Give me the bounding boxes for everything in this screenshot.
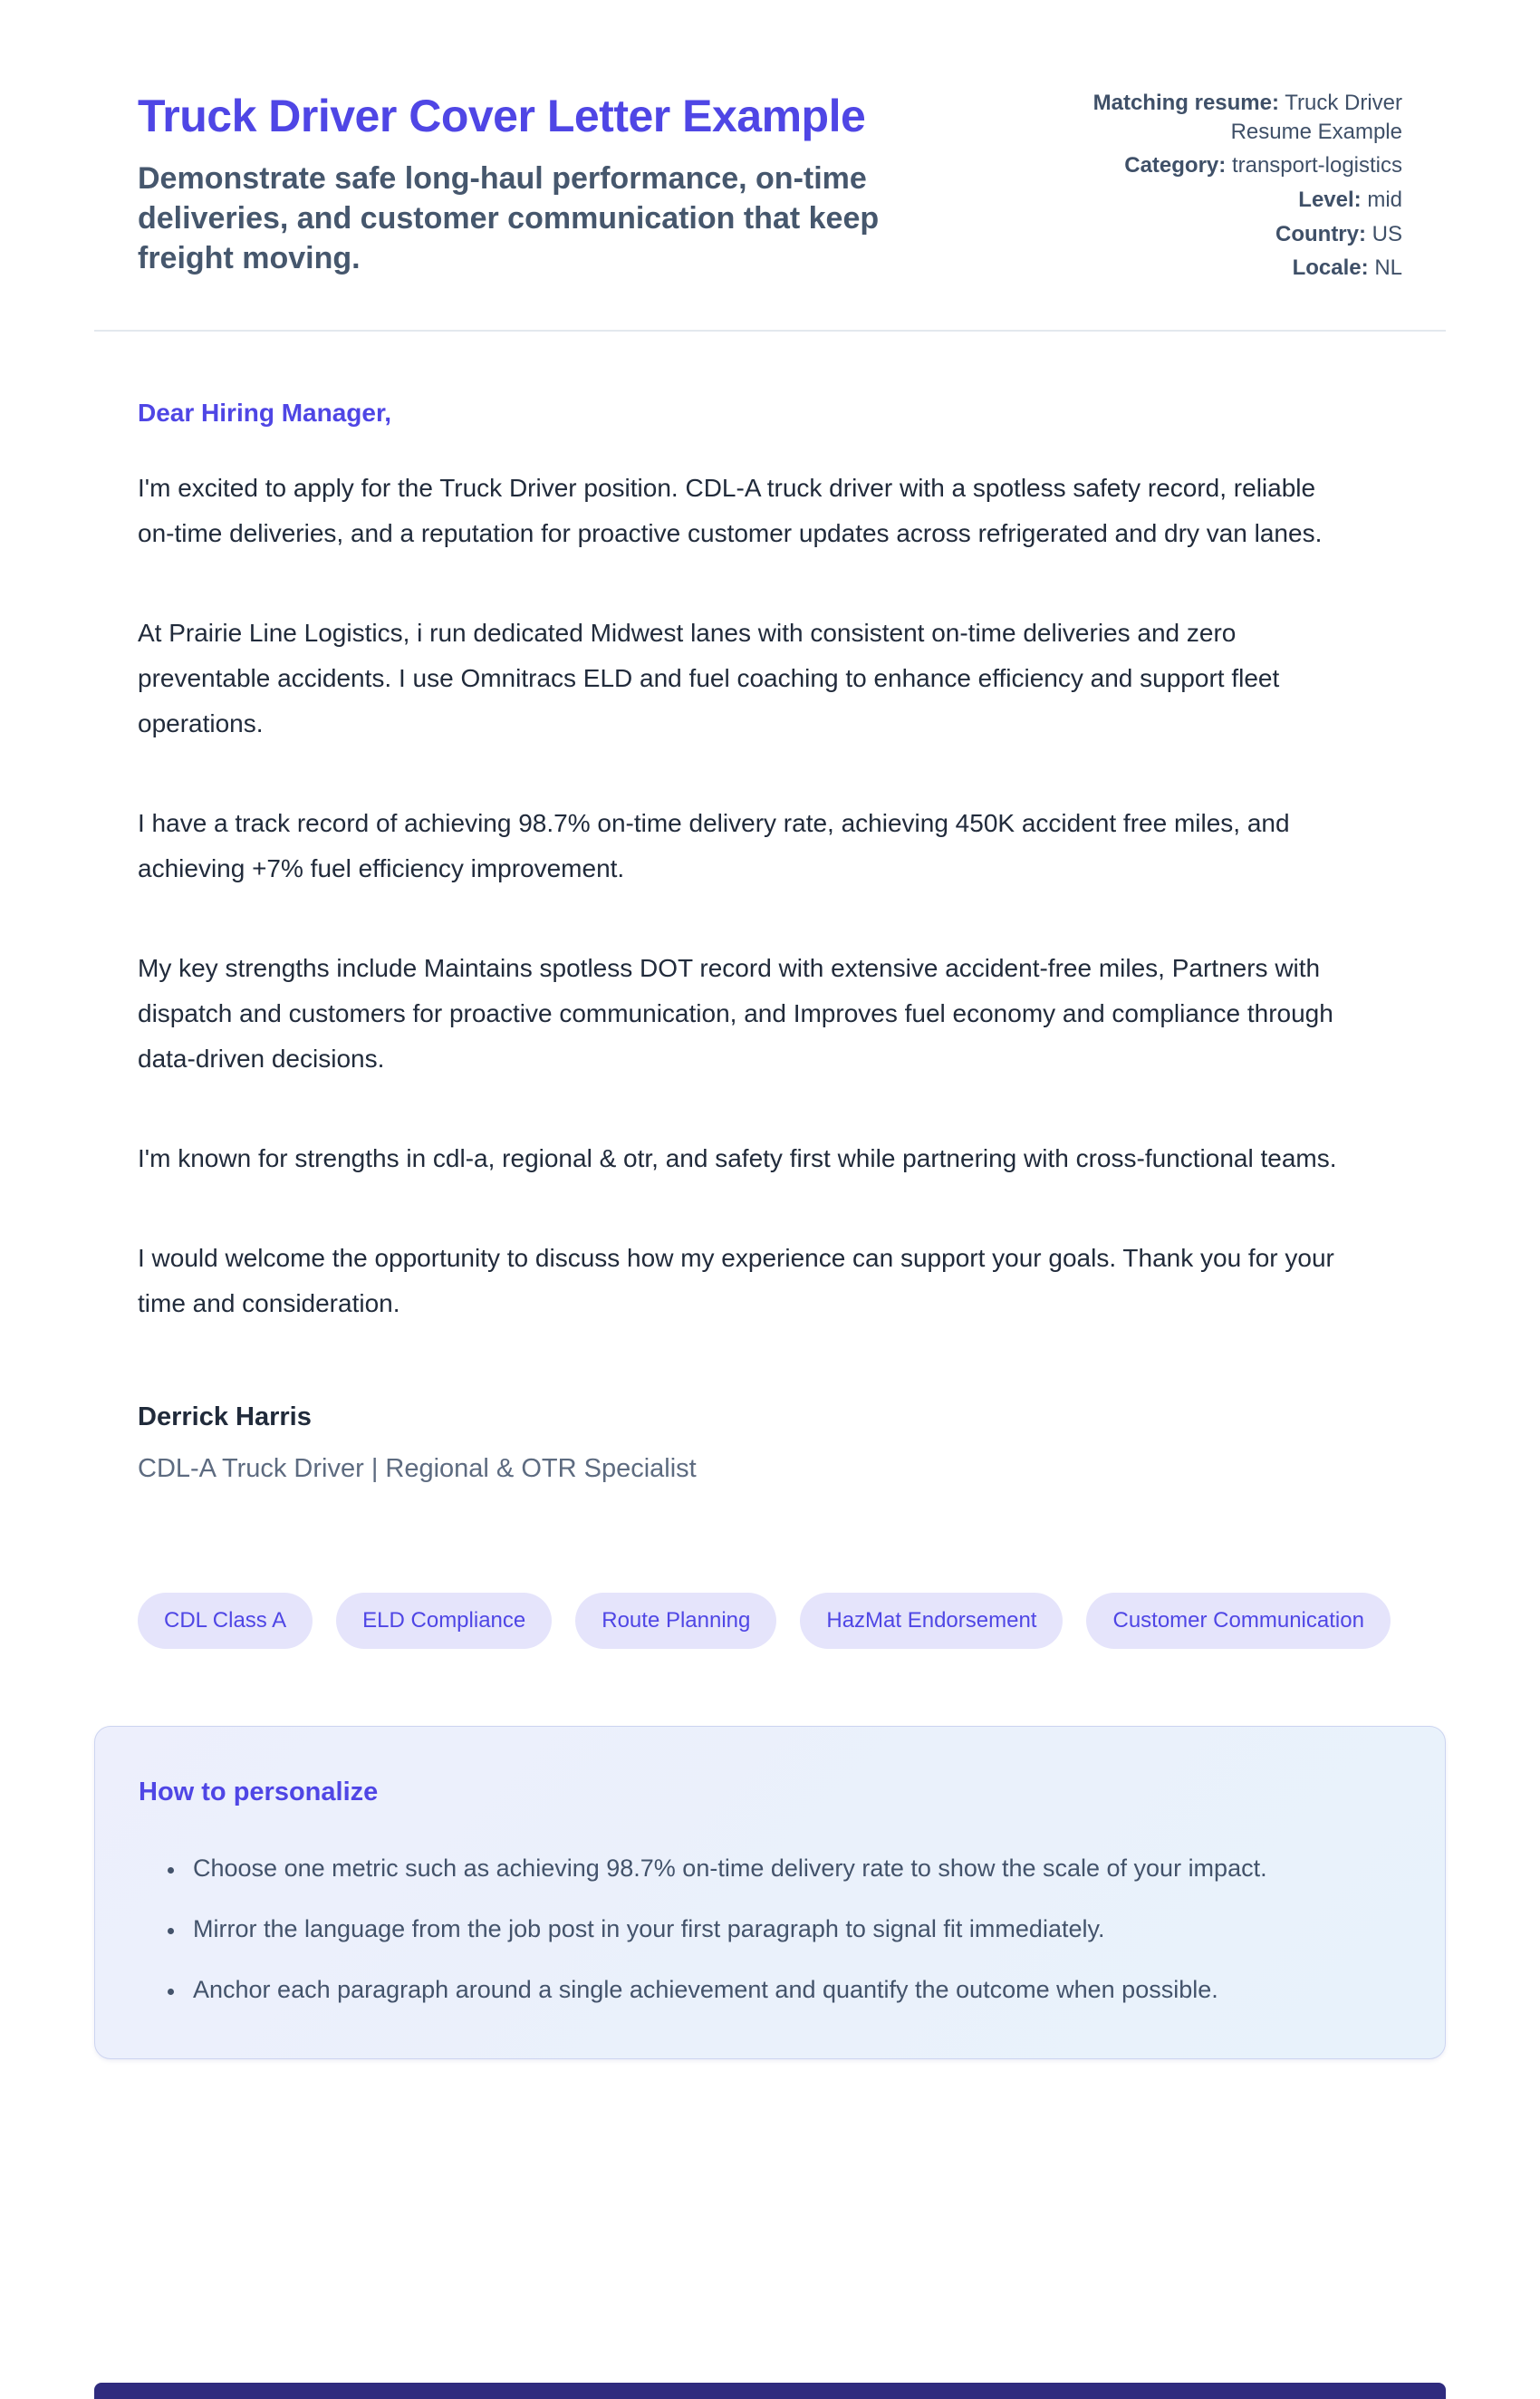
meta-label: Matching resume: (1092, 91, 1279, 115)
resume-meta-panel (1083, 87, 1402, 288)
personalize-tip: • Choose one metric such as achieving 98.7% on-time delivery rate to show the scale of your impact. (186, 1845, 1354, 1892)
skill-tag[interactable]: ELD Compliance (336, 1593, 552, 1649)
page-subtitle: Demonstrate safe long-haul performance, on-time deliveries, and customer communication that keep freight moving. (138, 161, 880, 276)
letter-paragraph: I have a track record of achieving 98.7% on-time delivery rate, achieving 450K accident free miles, and achieving +7% fuel efficiency improvement. (138, 809, 1290, 883)
personalize-tip: • Anchor each paragraph around a single achievement and quantify the outcome when possible. (186, 1967, 1354, 2013)
header-divider (94, 330, 1446, 332)
meta-value: transport-logistics (1231, 153, 1402, 178)
meta-label: Locale: (1292, 255, 1369, 281)
skill-tag[interactable]: CDL Class A (138, 1593, 313, 1649)
signature-title: CDL-A Truck Driver | Regional & OTR Specialist (138, 1454, 697, 1484)
meta-label: Category: (1124, 153, 1227, 178)
letter-paragraph: At Prairie Line Logistics, i run dedicated Midwest lanes with consistent on-time deliveries and zero preventable accidents. I use Omnitracs ELD and fuel coaching to enhance efficiency and support fleet operations. (138, 619, 1280, 738)
letter-paragraph: My key strengths include Maintains spotless DOT record with extensive accident-free miles, Partners with dispatch and customers for proactive communication, and Improves fuel economy and compliance through data-driven decisions. (138, 954, 1333, 1074)
header-title-block (138, 87, 953, 279)
meta-value: NL (1374, 255, 1402, 281)
header (138, 87, 1402, 288)
personalize-heading: How to personalize (139, 1778, 379, 1807)
cover-letter-body (94, 399, 1446, 1649)
skill-tags-row (138, 1593, 1402, 1649)
skill-tag[interactable]: HazMat Endorsement (800, 1593, 1063, 1649)
letter-paragraph: I would welcome the opportunity to discuss how my experience can support your goals. Thank you for your time and consideration. (138, 1244, 1334, 1318)
skill-tag[interactable]: Route Planning (575, 1593, 776, 1649)
meta-category (1083, 151, 1402, 180)
meta-label: Level: (1298, 188, 1362, 213)
page-title: Truck Driver Cover Letter Example (138, 91, 866, 141)
meta-level (1083, 186, 1402, 215)
letter-paragraph: I'm excited to apply for the Truck Driver position. CDL-A truck driver with a spotless safety record, reliable on-time deliveries, and a reputation for proactive customer updates across refrigerated and dry van lanes. (138, 474, 1323, 548)
letter-paragraph: I'm known for strengths in cdl-a, regional & otr, and safety first while partnering with cross-functional teams. (138, 1144, 1337, 1173)
personalize-tips-list (186, 1845, 1401, 2013)
meta-value: US (1372, 221, 1402, 246)
meta-label: Country: (1275, 221, 1366, 246)
letter-greeting: Dear Hiring Manager, (138, 399, 392, 428)
personalize-tip: • Mirror the language from the job post in your first paragraph to signal fit immediately. (186, 1906, 1354, 1952)
meta-locale (1083, 254, 1402, 283)
page-container (94, 0, 1446, 2059)
meta-value: Truck Driver Resume Example (1230, 91, 1402, 144)
next-section-top-edge (94, 2383, 1446, 2399)
signature-name: Derrick Harris (138, 1402, 312, 1432)
skill-tag[interactable]: Customer Communication (1086, 1593, 1390, 1649)
meta-matching-resume (1083, 89, 1402, 146)
how-to-personalize-card (94, 1726, 1446, 2059)
meta-value: mid (1367, 188, 1402, 213)
meta-country (1083, 220, 1402, 249)
